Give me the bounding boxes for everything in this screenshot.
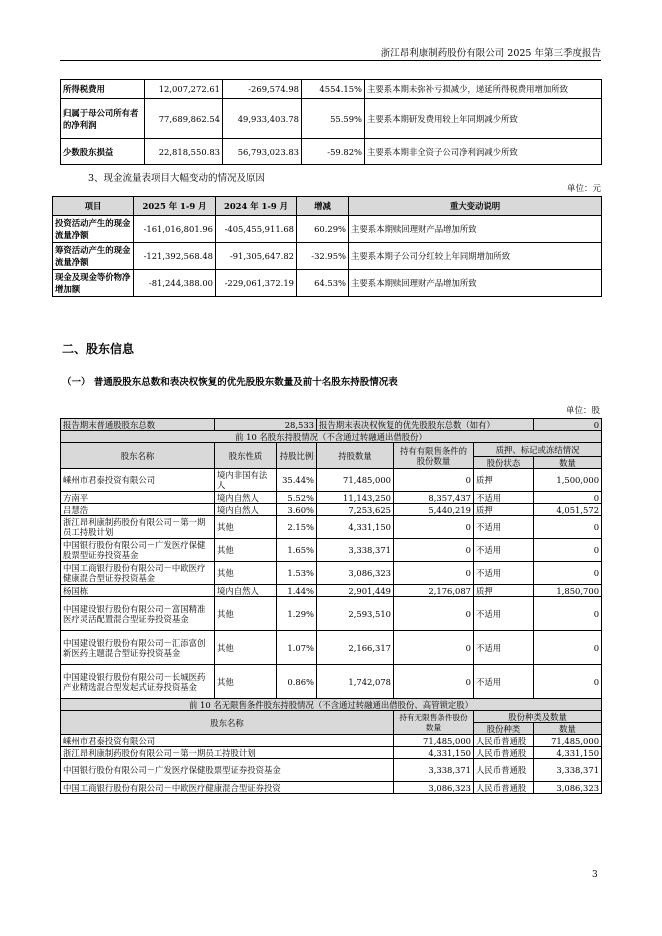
cell-value: -59.82% — [302, 139, 365, 165]
shareholder-qty: 2,593,510 — [317, 597, 394, 631]
col-header: 持股数量 — [317, 443, 394, 469]
cashflow-caption: 3、现金流量表项目大幅变动的情况及原因 — [88, 173, 266, 184]
shareholder-restricted: 0 — [394, 631, 474, 665]
table-row — [61, 665, 602, 699]
unrestricted-type: 人民币普通股 — [474, 735, 534, 747]
subsection-title: （一） 普通股股东总数和表决权恢复的优先股股东数量及前十名股东持股情况表 — [62, 377, 398, 388]
shareholder-name: 中国工商银行股份有限公司－中欧医疗健康混合型证券投资基金 — [61, 562, 215, 585]
col-header: 数量 — [534, 457, 602, 469]
shareholder-ratio: 1.44% — [277, 585, 317, 597]
shareholder-status: 不适用 — [474, 539, 534, 562]
col-header: 股东名称 — [61, 711, 394, 735]
shareholder-ratio: 2.15% — [277, 516, 317, 539]
shareholder-nature: 其他 — [215, 562, 277, 585]
shareholder-restricted: 0 — [394, 516, 474, 539]
cell-reason: 主要系本期赎回理财产品增加所致 — [349, 270, 602, 297]
unrestricted-title: 前 10 名无限售条件股东持股情况（不含通过转融通出借股份、高管锁定股） — [61, 699, 602, 711]
cell-reason: 主要系本期子公司分红较上年同期增加所致 — [349, 243, 602, 270]
shareholder-status: 不适用 — [474, 492, 534, 504]
unrestricted-type: 人民币普通股 — [474, 759, 534, 782]
section-title: 二、股东信息 — [62, 342, 135, 356]
table-row — [61, 747, 602, 759]
row-item: 所得税费用 — [61, 80, 145, 99]
shareholder-count: 4,051,572 — [534, 504, 602, 516]
unrestricted-name: 嵊州市君泰投资有限公司 — [61, 735, 394, 747]
unrestricted-count: 3,338,371 — [534, 759, 602, 782]
shareholder-restricted: 5,440,219 — [394, 504, 474, 516]
col-header: 2025 年 1-9 月 — [134, 197, 216, 216]
cell-value: -161,016,801.96 — [134, 216, 216, 243]
shareholder-count: 0 — [534, 631, 602, 665]
shareholder-qty: 3,338,371 — [317, 539, 394, 562]
col-header: 数量 — [534, 723, 602, 735]
table-row — [61, 597, 602, 631]
row-item: 少数股东损益 — [61, 139, 145, 165]
shareholder-name: 杨国栋 — [61, 585, 215, 597]
col-header: 重大变动说明 — [349, 197, 602, 216]
shareholder-count: 0 — [534, 665, 602, 699]
shareholder-status: 不适用 — [474, 562, 534, 585]
shareholder-name: 中国建设银行股份有限公司－汇添富创新医药主题混合型证券投资基金 — [61, 631, 215, 665]
cell-reason: 主要系本期赎回理财产品增加所致 — [349, 216, 602, 243]
shareholder-qty: 7,253,625 — [317, 504, 394, 516]
table-row — [61, 562, 602, 585]
cell-value: -229,061,372.19 — [216, 270, 297, 297]
shareholder-name: 中国银行股份有限公司－广发医疗保健股票型证券投资基金 — [61, 539, 215, 562]
shareholder-restricted: 2,176,087 — [394, 585, 474, 597]
table-row — [61, 585, 602, 597]
shareholder-count: 0 — [534, 597, 602, 631]
shareholder-restricted: 0 — [394, 539, 474, 562]
shareholder-ratio: 1.29% — [277, 597, 317, 631]
col-header: 持有无限售条件股份数量 — [394, 711, 474, 735]
shareholder-status: 不适用 — [474, 665, 534, 699]
shareholder-qty: 1,742,078 — [317, 665, 394, 699]
cell-reason: 主要系本期非全资子公司净利润减少所致 — [365, 139, 602, 165]
shareholder-nature: 其他 — [215, 597, 277, 631]
shareholder-nature: 其他 — [215, 631, 277, 665]
unrestricted-qty: 4,331,150 — [394, 747, 474, 759]
shareholder-status: 质押 — [474, 504, 534, 516]
table-row — [53, 270, 602, 297]
table-row — [61, 631, 602, 665]
cell-value: 77,689,862.54 — [145, 99, 223, 139]
col-header: 持股比例 — [277, 443, 317, 469]
cell-value: 55.59% — [302, 99, 365, 139]
shareholder-nature: 境内自然人 — [215, 504, 277, 516]
shareholder-count: 1,850,700 — [534, 585, 602, 597]
shareholder-status: 质押 — [474, 469, 534, 492]
unrestricted-count: 3,086,323 — [534, 782, 602, 794]
table-row — [61, 782, 602, 794]
unrestricted-count: 71,485,000 — [534, 735, 602, 747]
shareholder-count: 0 — [534, 562, 602, 585]
shareholder-ratio: 1.07% — [277, 631, 317, 665]
col-header: 增减 — [297, 197, 349, 216]
unrestricted-count: 4,331,150 — [534, 747, 602, 759]
shareholder-ratio: 35.44% — [277, 469, 317, 492]
shareholder-nature: 境内自然人 — [215, 585, 277, 597]
cell-reason: 主要系本期研发费用较上年同期减少所致 — [365, 99, 602, 139]
shareholder-status: 不适用 — [474, 631, 534, 665]
cell-value: -405,455,911.68 — [216, 216, 297, 243]
shareholder-qty: 71,485,000 — [317, 469, 394, 492]
table-row — [61, 431, 602, 443]
unrestricted-type: 人民币普通股 — [474, 782, 534, 794]
table-row — [61, 139, 602, 165]
shareholder-restricted: 0 — [394, 665, 474, 699]
table-row — [61, 469, 602, 492]
col-header-group: 股份种类及数量 — [474, 711, 602, 723]
unrestricted-name: 浙江昂利康制药股份有限公司－第一期员工持股计划 — [61, 747, 394, 759]
col-header: 2024 年 1-9 月 — [216, 197, 297, 216]
shareholder-count: 1,500,000 — [534, 469, 602, 492]
table-row — [61, 492, 602, 504]
shareholder-ratio: 0.86% — [277, 665, 317, 699]
col-header: 股份种类 — [474, 723, 534, 735]
cell-value: -32.95% — [297, 243, 349, 270]
table-row — [61, 419, 602, 431]
table-row — [61, 80, 602, 99]
shareholder-qty: 2,166,317 — [317, 631, 394, 665]
shareholder-nature: 其他 — [215, 539, 277, 562]
shareholder-count: 0 — [534, 516, 602, 539]
shareholder-qty: 3,086,323 — [317, 562, 394, 585]
table-row — [61, 516, 602, 539]
cell-value: 49,933,403.78 — [223, 99, 302, 139]
shareholder-status: 不适用 — [474, 516, 534, 539]
total-value: 28,533 — [215, 419, 317, 431]
shareholder-unit: 单位：股 — [565, 406, 600, 416]
shareholder-restricted: 0 — [394, 469, 474, 492]
cell-value: 4554.15% — [302, 80, 365, 99]
unrestricted-qty: 71,485,000 — [394, 735, 474, 747]
unrestricted-qty: 3,086,323 — [394, 782, 474, 794]
shareholder-name: 浙江昂利康制药股份有限公司－第一期员工持股计划 — [61, 516, 215, 539]
cell-value: -121,392,568.48 — [134, 243, 216, 270]
table-row — [61, 735, 602, 747]
shareholder-nature: 其他 — [215, 516, 277, 539]
cell-reason: 主要系本期未弥补亏损减少，递延所得税费用增加所致 — [365, 80, 602, 99]
table-row — [61, 539, 602, 562]
cell-value: -81,244,388.00 — [134, 270, 216, 297]
shareholder-nature: 境内非国有法人 — [215, 469, 277, 492]
shareholder-restricted: 0 — [394, 562, 474, 585]
top10-title: 前 10 名股东持股情况（不含通过转融通出借股份） — [61, 431, 602, 443]
shareholder-name: 中国建设银行股份有限公司－富国精准医疗灵活配置混合型证券投资基金 — [61, 597, 215, 631]
pref-value: 0 — [534, 419, 602, 431]
total-label: 报告期末普通股股东总数 — [61, 419, 215, 431]
table-row — [53, 243, 602, 270]
shareholder-name: 嵊州市君泰投资有限公司 — [61, 469, 215, 492]
shareholder-ratio: 1.53% — [277, 562, 317, 585]
unrestricted-qty: 3,338,371 — [394, 759, 474, 782]
row-item: 现金及现金等价物净增加额 — [53, 270, 134, 297]
shareholder-nature: 境内自然人 — [215, 492, 277, 504]
col-header: 股份状态 — [474, 457, 534, 469]
unrestricted-name: 中国工商银行股份有限公司－中欧医疗健康混合型证券投资 — [61, 782, 394, 794]
shareholder-count: 0 — [534, 539, 602, 562]
shareholder-ratio: 1.65% — [277, 539, 317, 562]
cell-value: -269,574.98 — [223, 80, 302, 99]
col-header-group: 质押、标记或冻结情况 — [474, 443, 602, 457]
cell-value: 22,818,550.83 — [145, 139, 223, 165]
unrestricted-name: 中国银行股份有限公司－广发医疗保健股票型证券投资基金 — [61, 759, 394, 782]
col-header: 股东性质 — [215, 443, 277, 469]
col-header: 项目 — [53, 197, 134, 216]
profit-change-table — [60, 79, 602, 165]
shareholder-restricted: 8,357,437 — [394, 492, 474, 504]
cashflow-table — [52, 196, 602, 297]
row-item: 筹资活动产生的现金流量净额 — [53, 243, 134, 270]
shareholder-qty: 11,143,250 — [317, 492, 394, 504]
shareholder-name: 方南平 — [61, 492, 215, 504]
pref-label: 报告期末表决权恢复的优先股股东总数（如有） — [317, 419, 534, 431]
header-rule — [60, 60, 601, 61]
table-row — [61, 699, 602, 711]
shareholder-ratio: 5.52% — [277, 492, 317, 504]
shareholder-status: 不适用 — [474, 597, 534, 631]
shareholder-qty: 2,901,449 — [317, 585, 394, 597]
table-header-row — [61, 443, 602, 457]
table-row — [61, 759, 602, 782]
table-header-row — [61, 711, 602, 723]
shareholder-restricted: 0 — [394, 597, 474, 631]
shareholder-table — [60, 418, 602, 794]
cell-value: -91,305,647.82 — [216, 243, 297, 270]
unrestricted-type: 人民币普通股 — [474, 747, 534, 759]
table-header-row — [53, 197, 602, 216]
shareholder-qty: 4,331,150 — [317, 516, 394, 539]
cell-value: 64.53% — [297, 270, 349, 297]
table-row — [61, 99, 602, 139]
page-header: 浙江昂利康制药股份有限公司 2025 年第三季度报告 — [380, 48, 601, 59]
col-header: 股东名称 — [61, 443, 215, 469]
shareholder-ratio: 3.60% — [277, 504, 317, 516]
row-item: 投资活动产生的现金流量净额 — [53, 216, 134, 243]
shareholder-name: 吕慧浩 — [61, 504, 215, 516]
page-number: 3 — [592, 870, 598, 880]
shareholder-nature: 其他 — [215, 665, 277, 699]
col-header: 持有有限售条件的股份数量 — [394, 443, 474, 469]
table-row — [53, 216, 602, 243]
shareholder-count: 0 — [534, 492, 602, 504]
cell-value: 56,793,023.83 — [223, 139, 302, 165]
row-item: 归属于母公司所有者的净利润 — [61, 99, 145, 139]
shareholder-name: 中国建设银行股份有限公司－长城医药产业精选混合型发起式证券投资基金 — [61, 665, 215, 699]
cell-value: 12,007,272.61 — [145, 80, 223, 99]
cashflow-unit: 单位：元 — [566, 184, 601, 194]
table-row — [61, 504, 602, 516]
shareholder-status: 质押 — [474, 585, 534, 597]
cell-value: 60.29% — [297, 216, 349, 243]
